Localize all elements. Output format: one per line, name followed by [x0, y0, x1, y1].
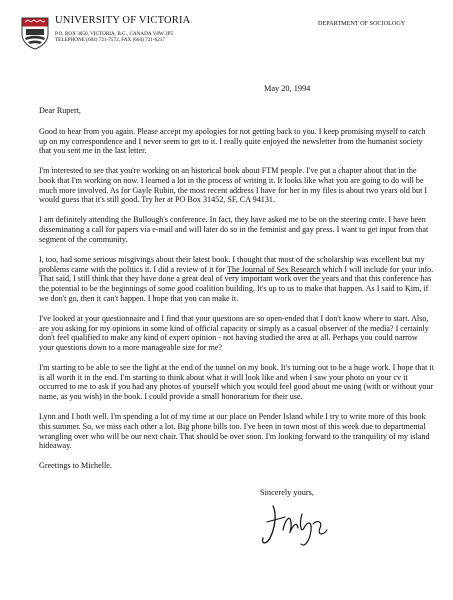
- paragraph-5: I've looked at your questionnaire and I find that your questions are so open-ended that I don't know where to start. Also, are you asking for my opinions in some kind of official capacity or simply as a casual observer of the media? I certainly don't feel qualified to make any kind of expert opinion - not having studied the area at all. Perhaps you could narrow your questions down to a more manageable size for me?: [39, 313, 429, 352]
- letterhead: [55, 15, 315, 44]
- paragraph-6: I'm starting to be able to see the light at the end of the tunnel on my book. It's turning out to be a huge work. I hope that it is all worth it in the end. I'm starting to think about what it will look like and when I saw your photo on your cv it occurred to me to ask if you had any photos of yourself which you would feel good about me using (with or without your name, as you wish) in the book. I could provide a small honorarium for their use.: [39, 362, 434, 402]
- journal-title: The Journal of Sex Research: [227, 264, 321, 274]
- paragraph-3: I am definitely attending the Bullough's conference. In fact, they have asked me to be on the steering cmte. I have been disseminating a call for papers via e-mail and will later do so in the feminist and gay press. I want to get input from that segment of the community.: [39, 215, 429, 244]
- paragraph-1: Good to hear from you again. Please accept my apologies for not getting back to you. I keep promising myself to catch up on my correspondence and I never seem to get to it. I really quite enjoyed the newsletter from the humanist society that you sent me in the last letter.: [39, 126, 426, 156]
- paragraph-4-end: which I will include for your info. That said, I still think that they have done a great deal of very important work over the years and that this conference has the potential to be the beginnings of some good coalition building. It's up to us to make that happen. As I said to Kim, if we don't go, then it can't happen. I hope that you can make it.: [39, 264, 434, 303]
- university-crest-icon: [20, 16, 50, 50]
- university-address: [55, 31, 315, 44]
- paragraph-7: Lynn and I both well. I'm spending a lot of my time at our place on Pender Island while I try to write more of this book this summer. So, we miss each other a lot. Big phone bills too. I've been in town most of this week due to departmental wrangling over who will be our next chair. That should be over soon. I'm looking forward to the tranquility of my island hideaway.: [39, 412, 430, 451]
- letter-date: May 20, 1994: [264, 84, 311, 93]
- closing: Sincerely yours,: [260, 488, 314, 497]
- letter-body: [39, 106, 434, 481]
- paragraph-2: I'm interested to see that you're working on an historical book about FTM people. I've put a chapter about that in the book that I'm working on now. I learned a lot in the process of writing it. It looks like what you are going to do will be much more involved. As for Gayle Rubin, the most recent address I have for her in my files is about two years old but I would guess that it's still good. Try her at PO Box 31452, SF, CA 94131.: [39, 166, 428, 205]
- paragraph-8: Greetings to Michelle.: [39, 461, 112, 471]
- address-line-2: TELEPHONE (604) 721-7572, FAX (604) 721-6217: [55, 37, 165, 44]
- paragraph-4: [39, 255, 434, 304]
- department-name: DEPARTMENT OF SOCIOLOGY: [318, 20, 406, 27]
- handwritten-signature: [257, 500, 337, 552]
- salutation: Dear Rupert,: [39, 106, 81, 115]
- address-line-1: P.O. BOX 3050, VICTORIA, B.C., CANADA V8W 3P5: [55, 31, 174, 37]
- university-name: UNIVERSITY OF VICTORIA: [55, 15, 191, 26]
- paragraph-4-start: I, too, had some serious misgivings about their latest book. I thought that most of the scholarship was excellent but my problems came with the politics it. I did a review of it for: [39, 254, 425, 274]
